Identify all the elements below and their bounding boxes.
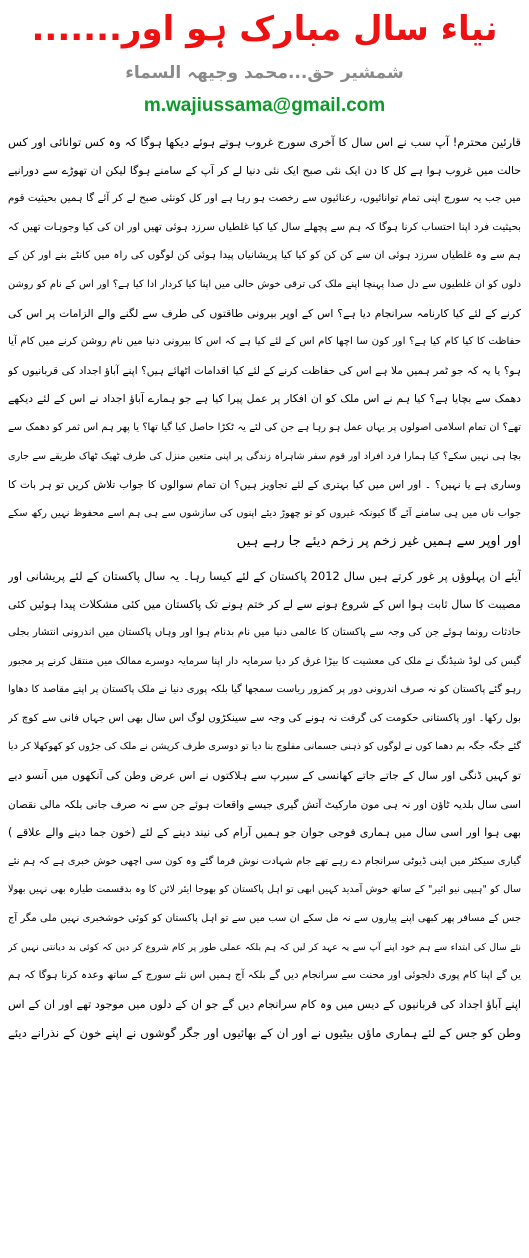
text-line: حالت میں غروب ہوا ہے کل کا دن ایک نئی صبح ایک نئی دنیا لے کر آپ کے سامنے ہوگا لیکن ان تھوڑے سے دورانیے [8, 163, 521, 177]
text-line: حفاظت کا کیا کام کیا ہے؟ اور کون سا اچھا کام اس کے لئے کیا ہے کہ اس کا بیرونی دنیا میں نام روشن کرنے میں کام آیا [8, 336, 521, 348]
text-line: ہم سے وہ غلطیاں سرزد ہوئی ان سے کن کن کو کیا کیا پریشانیاں پیدا ہوئی کن لوگوں کی راہ میں کانٹے بنے اور کن کے [8, 250, 521, 262]
text-line: گیاری سیکٹر میں اپنی ڈیوٹی سرانجام دے رہے تھے جام شہادت نوش فرما گئے وہ کون سی اچھی خوش خبری ہے کہ ہم نئے [8, 855, 521, 867]
text-line: جس کے مسافر پھر کبھی اپنے پیاروں سے نہ مل سکے ان سب میں سے تو اہل پاکستان کو کوئی خوشخبری نہیں ملی مگر آج [8, 913, 521, 925]
text-line: بھی ہوا اور اسی سال میں ہماری فوجی جوان جو ہمیں آرام کی نیند دینے کے لئے (خون جما دینے والے علاقے ) [8, 826, 521, 840]
text-line: دھمک سے بچایا ہے؟ کیا ہم نے اس ملک کو ان افکار پر عمل پیرا کیا ہے جو ہمارے آباؤ اجداد نے اس کے لئے دیکھے [8, 392, 521, 406]
paragraph-2 [8, 562, 521, 1048]
text-line: تھے؟ ان تمام اسلامی اصولوں پر یہاں عمل ہو رہا ہے جن کی لئے یہ ٹکڑا حاصل کیا گیا تھا؟ یا پھر ہم اس ثمر کو دھمک سے [8, 421, 521, 433]
text-line: کرنے کے لئے کیا کارنامہ سرانجام دیا ہے؟ اس کے اوپر بیرونی طاقتوں کی طرف سے لگنے والے الزامات پر اس کی [8, 306, 521, 320]
text-line: وساری ہے یا نہیں؟ ۔ اور اس میں کیا بہتری کے لئے تجاویز ہیں؟ ان تمام سوالوں کا جواب تلاش کریں تو ہر بات کا [8, 479, 521, 492]
text-line: گیس کی لوڈ شیڈنگ نے ملک کی معشیت کا بیڑا غرق کر دیا سرمایہ دار اپنا سرمایہ دوسرے ممالک میں منتقل کرنے پر مجبور [8, 655, 521, 667]
text-line: اسی سال بلدیہ ٹاؤن اور نہ ہی مون مارکیٹ آتش گیری جیسے واقعات ہوئے جن سے نہ صرف جانی بلکہ مالی نقصان [8, 798, 521, 811]
text-line: اپنے آباؤ اجداد کی قربانیوں کے دیس میں وہ کام سرانجام دیں گے جو ان کے دلوں میں موجود تھے اور ان کے اس [8, 997, 521, 1011]
text-line: تو کہیں ڈنگی اور سال کے جاتے جاتے کھانسی کے سیرپ سے ہلاکتوں نے اس عرض وطن کی آنکھوں میں آنسو دیے [8, 769, 521, 783]
text-line: بول رکھا۔ اور پاکستانی حکومت کی گرفت نہ ہونے کی وجہ سے سینکڑوں لوگ اس سال بھی اس جہاں فانی سے کوچ کر [8, 712, 521, 724]
article-title: نیاء سال مبارک ہو اور....... [31, 9, 498, 49]
text-line: نئے سال کی ابتداء سے ہم خود اپنے آپ سے یہ عہد کر لیں کہ ہم بلکہ عملی طور پر کام شروع کر دیں کہ کوئی بد دیانتی نہیں کر [8, 941, 521, 953]
article-body [8, 128, 521, 1048]
text-line: رہو گئے پاکستان کو نہ صرف اندرونی دور پر کمزور ریاست سمجھا گیا بلکہ پوری دنیا نے ملک پاکستان پر اپنے مقاصد کا دھاوا [8, 684, 521, 696]
text-line: یں گے اپنا کام پوری دلجوئی اور محنت سے سرانجام دیں گے بلکہ آج ہمیں اس نئے سورج کے ساتھ وعدہ کرنا ہوگا کہ ہم [8, 970, 521, 982]
text-line: بچا ہی نہیں سکے؟ کیا ہمارا فرد افراد اور قوم سفر شاہراہ زندگی پر اپنی متعین منزل کی طرف ٹھیک ٹھاک طریقے سے جاری [8, 450, 521, 462]
text-line: میں جب یہ سورج اپنی تمام توانائیوں، رعنائیوں سے رخصت ہو رہا ہے اور کل کونئی صبح لے کر آئے گا ہمیں بحیثیت قوم [8, 193, 521, 205]
author-email: m.wajiussama@gmail.com [143, 95, 386, 116]
paragraph-1 [8, 128, 521, 557]
text-line: گئے جگہ جگہ بم دھما کوں نے لوگوں کو ذہنی جسمانی مفلوج بنا دیا تو دوسری طرف کرپشن نے ملک کی جڑوں کو کھوکھلا کر دیا [8, 741, 521, 753]
text-line: مصیبت کا سال ثابت ہوا اس کے شروع ہونے سے لے کر ختم ہونے تک پاکستان میں کئی مشکلات پیدا ہوئیں کئی [8, 597, 521, 611]
text-line: بحیثیت فرد اپنا احتساب کرنا ہوگا کہ ہم سے پچھلے سال کیا کیا غلطیاں سرزد ہوئی تھیں اور ان کی کیا وجوہات تھیں کہ [8, 221, 521, 233]
text-line: جواب ناں میں ہی سامنے آئے گا کیونکہ غیروں کو تو چھوڑ دیئے اپنوں کی سازشوں سے ہی ہم اسے محفوظ نہیں رکھ سکے [8, 507, 521, 519]
text-line: حادثات رونما ہوئے جن کی وجہ سے پاکستان کا عالمی دنیا میں نام بدنام ہوا اور وہاں پاکستان میں اندرونی انتشار بجلی [8, 627, 521, 639]
text-line: دلوں کو ان غلطیوں سے دل صدا پہنچا اپنے ملک کی ترقی خوش حالی میں اپنا کیا کردار ادا کیا ہے؟ اور اس کے نام کو روشن [8, 278, 521, 290]
article-byline: شمشیر حق...محمد وجیھہ السماء [125, 63, 404, 83]
text-line: آیئے ان پہلوؤں پر غور کرتے ہیں سال 2012 پاکستان کے لئے کیسا رہا۔ یہ سال پاکستان کے لئے پریشانی اور [8, 568, 521, 583]
text-line: اور اوپر سے ہمیں غیر زخم پر زخم دیئے جا رہے ہیں [236, 534, 521, 550]
text-line: سال کو "ہیپی نیو ائیر" کے ساتھ خوش آمدید کہیں ابھی تو اہل پاکستان کو بھوجا ایئر لائن کا وہ بدقسمت طیارہ بھی نہیں بھولا [8, 884, 521, 896]
text-line: قارئین محترم! آپ سب نے اس سال کا آخری سورج غروب ہوتے ہوئے دیکھا ہوگا کہ وہ کس توانائی اور کس [8, 135, 521, 149]
text-line: ہو؟ یا یہ کہ جو ٹمر ہمیں ملا ہے اس کی حفاظت کرنے کے لئے کیا اقدامات اٹھائے ہیں؟ اپنے آباؤ اجداد کی قربانیوں کو [8, 364, 521, 377]
text-line: وطن کو جس کے لئے ہماری ماؤں بیٹیوں نے اور ان کے بھائیوں اور جگر گوشوں نے اپنے خون کے نذرانے دیئے [8, 1026, 521, 1041]
